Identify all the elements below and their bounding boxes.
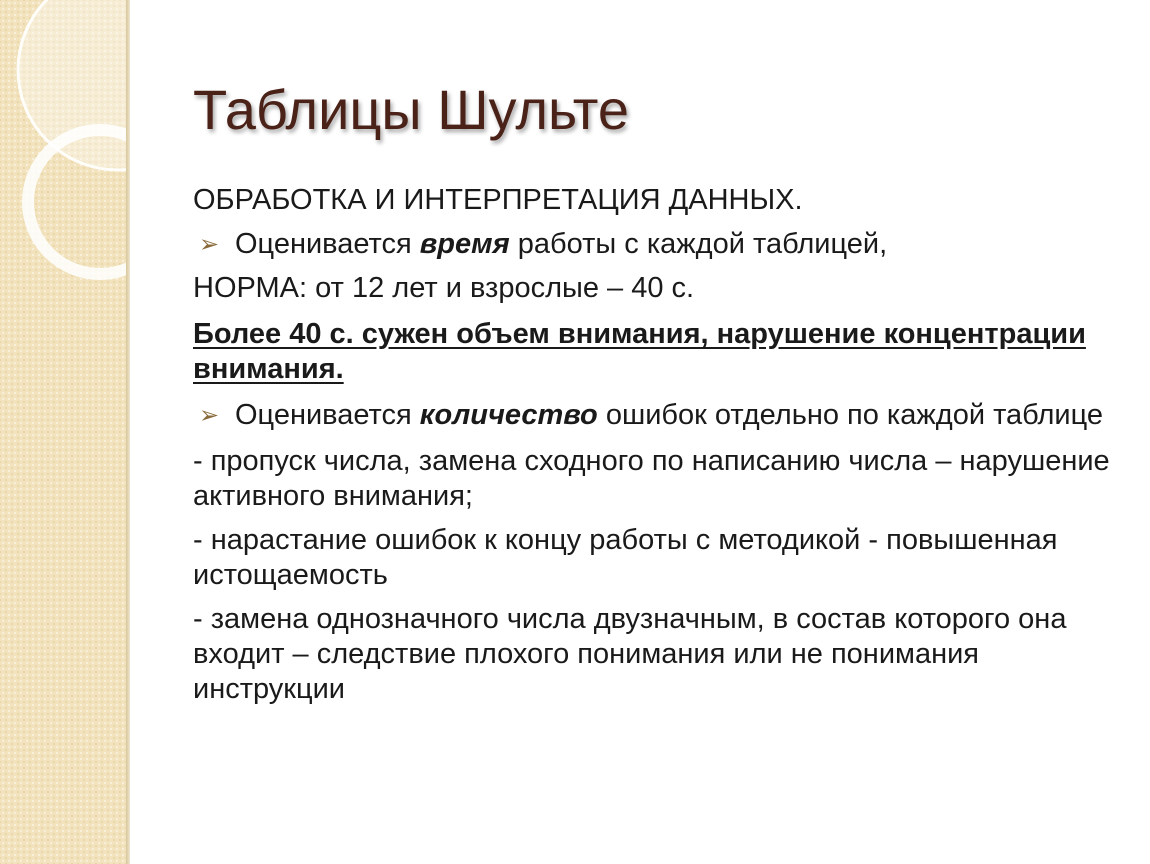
- side-band-edge: [126, 0, 130, 864]
- bullet-time-text: Оценивается время работы с каждой таблицей,: [235, 228, 888, 260]
- bullet-errors: [193, 398, 1123, 433]
- warning-text: Более 40 с. сужен объем внимания, нарушение концентрации внимания.: [193, 318, 1086, 385]
- arrow-bullet-icon: ➢: [199, 402, 220, 429]
- slide-title: Таблицы Шульте: [193, 78, 629, 141]
- decorative-side-band: [0, 0, 126, 864]
- list-item: - замена однозначного числа двузначным, в состав которого она входит – следствие плохого понимания или не понимания инструкции: [193, 603, 1067, 705]
- emphasis-time: время: [419, 228, 510, 260]
- decorative-circles: [0, 0, 126, 300]
- bullet-time: [193, 227, 1123, 262]
- list-item: - нарастание ошибок к концу работы с методикой - повышенная истощаемость: [193, 524, 1058, 591]
- list-item: - пропуск числа, замена сходного по написанию числа – нарушение активного внимания;: [193, 445, 1110, 512]
- section-heading: ОБРАБОТКА И ИНТЕРПРЕТАЦИЯ ДАННЫХ.: [193, 184, 803, 216]
- arrow-bullet-icon: ➢: [199, 231, 220, 258]
- emphasis-count: количество: [419, 399, 598, 431]
- slide-content: [193, 183, 1123, 707]
- norm-line: НОРМА: от 12 лет и взрослые – 40 с.: [193, 272, 695, 304]
- bullet-errors-text: Оценивается количество ошибок отдельно по каждой таблице: [235, 399, 1103, 431]
